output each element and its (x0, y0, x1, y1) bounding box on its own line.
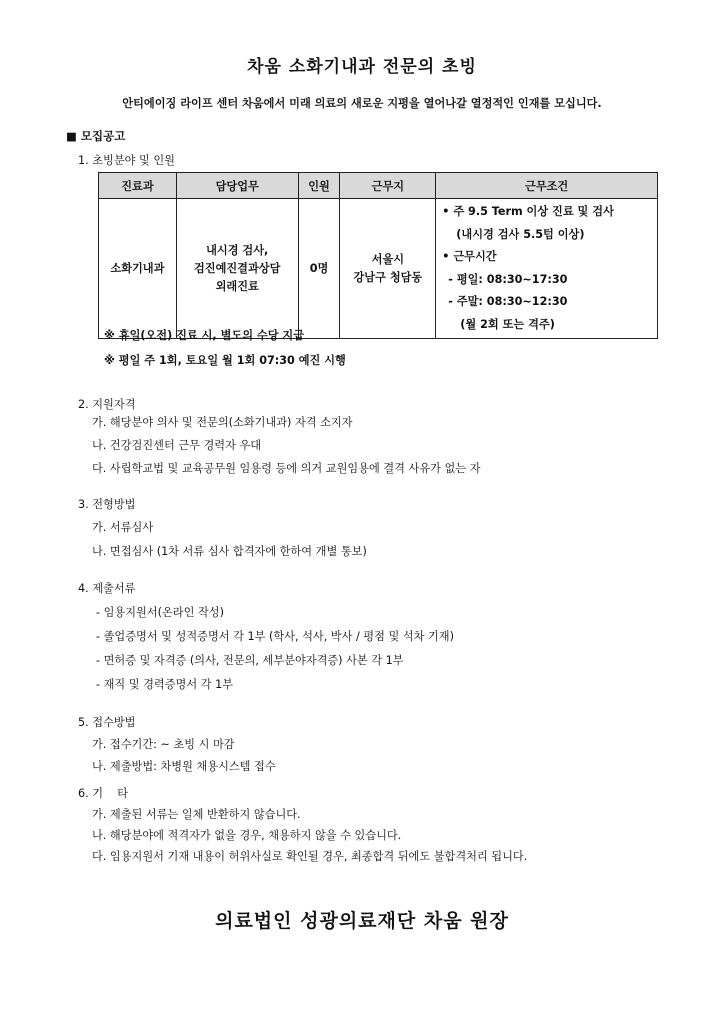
note-line: ※ 평일 주 1회, 토요일 월 1회 07:30 예진 시행 (104, 354, 346, 367)
condition-line: (내시경 검사 5.5텀 이상) (456, 227, 585, 241)
page-title: 차움 소화기내과 전문의 초빙 (247, 57, 477, 77)
intro-text: 안티에이징 라이프 센터 차움에서 미래 의료의 새로운 지평을 열어나갈 열정적인 인재를 모십니다. (122, 97, 602, 110)
condition-line: • 주 9.5 Term 이상 진료 및 검사 (442, 205, 614, 218)
duty-line: 내시경 검사, (206, 243, 269, 257)
list-item: 가. 제출된 서류는 일체 반환하지 않습니다. (92, 808, 301, 821)
table-header-cell: 근무조건 (436, 173, 658, 199)
list-item: 나. 해당분야에 적격자가 없을 경우, 채용하지 않을 수 있습니다. (92, 829, 402, 842)
list-item: 나. 건강검진센터 근무 경력자 우대 (92, 439, 262, 452)
duty-line: 외래진료 (215, 279, 259, 293)
dept-cell: 소화기내과 (99, 199, 177, 339)
recruitment-heading: ■ 모집공고 (66, 129, 126, 143)
recruitment-table (98, 172, 658, 339)
duty-line: 검진예진결과상담 (193, 261, 281, 275)
table-header-cell: 진료과 (99, 173, 177, 199)
count-cell: 0명 (298, 199, 340, 339)
section-5-heading: 5. 접수방법 (78, 716, 136, 729)
list-item: - 임용지원서(온라인 작성) (96, 606, 224, 619)
condition-line: • 근무시간 (442, 250, 497, 263)
note-line: ※ 휴일(오전) 진료 시, 별도의 수당 지급 (104, 329, 305, 342)
list-item: - 면허증 및 자격증 (의사, 전문의, 세부분야자격증) 사본 각 1부 (96, 654, 404, 667)
duties-cell (176, 199, 298, 339)
section-2-heading: 2. 지원자격 (78, 398, 136, 411)
list-item: - 재직 및 경력증명서 각 1부 (96, 678, 234, 691)
condition-line: - 주말: 08:30~12:30 (448, 295, 568, 308)
location-line: 강남구 청담동 (353, 270, 423, 284)
list-item: 가. 서류심사 (92, 521, 154, 534)
list-item: 가. 해당분야 의사 및 전문의(소화기내과) 자격 소지자 (92, 416, 353, 429)
table-header-cell: 근무지 (340, 173, 436, 199)
condition-line: - 평일: 08:30~17:30 (448, 272, 568, 286)
section-6-heading: 6. 기 타 (78, 787, 129, 800)
section-4-heading: 4. 제출서류 (78, 582, 136, 595)
list-item: 가. 접수기간: ~ 초빙 시 마감 (92, 738, 235, 751)
table-row (99, 199, 658, 339)
issuer-signature: 의료법인 성광의료재단 차움 원장 (215, 910, 509, 932)
table-header-cell: 담당업무 (176, 173, 298, 199)
table-header-cell: 인원 (298, 173, 340, 199)
list-item: - 졸업증명서 및 성적증명서 각 1부 (학사, 석사, 박사 / 평점 및 석차 기재) (96, 630, 454, 643)
conditions-cell (436, 199, 658, 339)
list-item: 다. 임용지원서 기재 내용이 허위사실로 확인될 경우, 최종합격 뒤에도 불합격처리 됩니다. (92, 850, 528, 863)
condition-line: (월 2회 또는 격주) (460, 317, 555, 331)
location-cell (340, 199, 436, 339)
list-item: 다. 사립학교법 및 교육공무원 임용령 등에 의거 교원임용에 결격 사유가 없는 자 (92, 462, 481, 475)
list-item: 나. 면접심사 (1차 서류 심사 합격자에 한하여 개별 통보) (92, 545, 367, 558)
table-header-row (99, 173, 658, 199)
section-3-heading: 3. 전형방법 (78, 498, 136, 511)
section-1-heading: 1. 초빙분야 및 인원 (78, 154, 175, 167)
list-item: 나. 제출방법: 차병원 채용시스템 접수 (92, 760, 276, 773)
location-line: 서울시 (371, 252, 405, 266)
